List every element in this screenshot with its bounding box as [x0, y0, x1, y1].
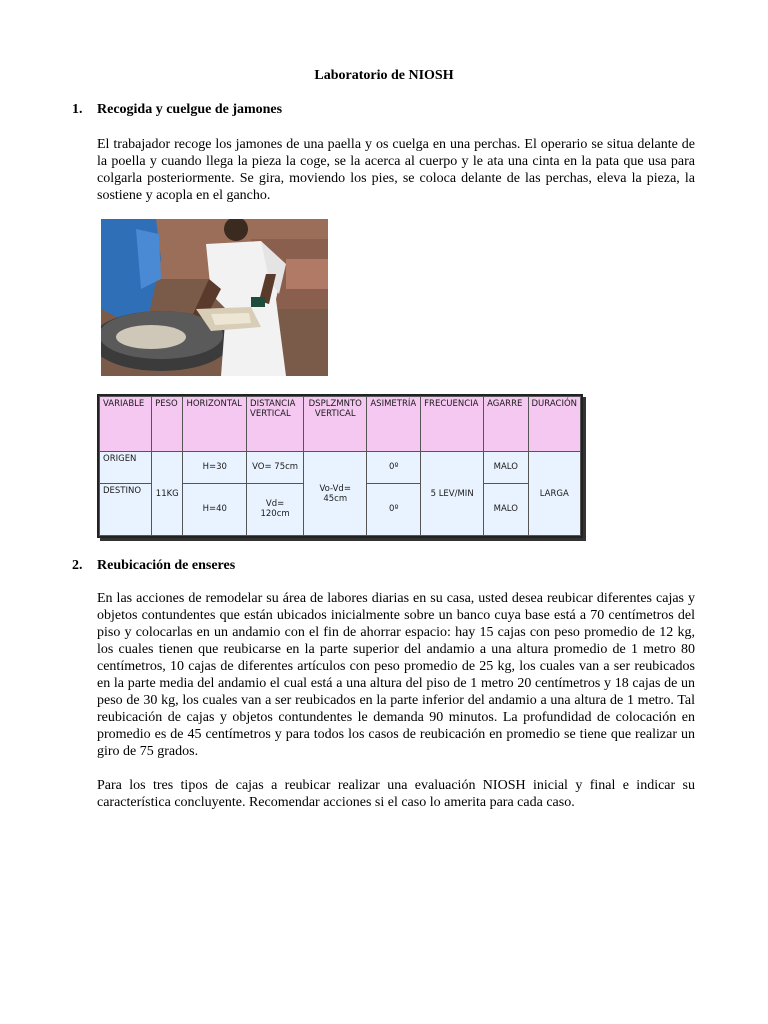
section-2-paragraph-2: Para los tres tipos de cajas a reubicar realizar una evaluación NIOSH inicial y final e indicar su característica concluyente. Recomendar acciones si el caso lo amerita para cada caso. — [97, 778, 695, 810]
section-1-number: 1. — [72, 102, 83, 117]
cell-v-origen: VO= 75cm — [247, 452, 304, 484]
table-row-origen — [100, 452, 581, 484]
cell-duracion: LARGA — [528, 452, 580, 536]
cell-h-origen: H=30 — [183, 452, 247, 484]
cell-asimetria-origen: 0º — [367, 452, 421, 484]
section-1-paragraph: El trabajador recoge los jamones de una paella y os cuelga en una perchas. El operario se situa delante de la poella y cuando llega la pieza la coge, se la acerca al cuerpo y le ata una cinta en la pata que usa para colgarla posteriormente. Se gira, moviendo los pies, se coloca delante de las perchas, eleva la pieza, la sostiene y acopla en el gancho. — [97, 137, 695, 203]
header-frecuencia: FRECUENCIA — [421, 397, 484, 452]
cell-h-destino: H=40 — [183, 483, 247, 536]
cell-destino: DESTINO — [100, 483, 152, 536]
header-horizontal: HORIZONTAL — [183, 397, 247, 452]
table-header-row — [100, 397, 581, 452]
header-peso: PESO — [152, 397, 183, 452]
header-desplazamiento-vertical: DSPLZMNTO VERTICAL — [304, 397, 367, 452]
worker-photo-illustration — [101, 219, 328, 376]
section-1-heading — [72, 102, 282, 118]
section-2-heading — [72, 558, 235, 574]
cell-origen: ORIGEN — [100, 452, 152, 484]
cell-desplazamiento: Vo-Vd= 45cm — [304, 452, 367, 536]
section-1-title: Recogida y cuelgue de jamones — [97, 102, 283, 117]
cell-agarre-destino: MALO — [484, 483, 528, 536]
header-distancia-vertical: DISTANCIA VERTICAL — [247, 397, 304, 452]
worker-photo — [101, 219, 328, 376]
cell-peso: 11KG — [152, 452, 183, 536]
section-2-paragraph-1: En las acciones de remodelar su área de labores diarias en su casa, usted desea reubicar diferentes cajas y objetos contundentes que están ubicados inicialmente sobre un banco cuya base está a 70 centímetros del piso y colocarlas en un andamio con el fin de ahorrar espacio: hay 15 cajas con peso promedio de 12 kg, los cuales tienen que reubicarse en la parte superior del andamio a una altura promedio de 1 metro 80 centímetros, 10 cajas de diferentes artículos con peso promedio de 25 kg, los cuales van a ser reubicados en la parte media del andamio el cual está a una altura del piso de 1 metro 20 centímetros y 18 cajas de un peso de 30 kg, los cuales van a ser reubicados en la parte inferior del andamio a una altura de 1 metro. Tal reubicación de cajas y objetos contundentes le demanda 90 minutos. La profundidad de colocación en promedio es de 45 centímetros y para todos los casos de reubicación en promedio se tiene que realizar un giro de 75 grados. — [97, 591, 695, 759]
header-asimetria: ASIMETRÍA — [367, 397, 421, 452]
cell-asimetria-destino: 0º — [367, 483, 421, 536]
section-2-number: 2. — [72, 558, 83, 573]
cell-v-destino: Vd= 120cm — [247, 483, 304, 536]
cell-frecuencia: 5 LEV/MIN — [421, 452, 484, 536]
section-2-title: Reubicación de enseres — [97, 558, 236, 573]
header-agarre: AGARRE — [484, 397, 528, 452]
niosh-variables-table — [97, 394, 583, 538]
header-duracion: DURACIÓN — [528, 397, 580, 452]
document-title: Laboratorio de NIOSH — [314, 68, 454, 83]
cell-agarre-origen: MALO — [484, 452, 528, 484]
header-variable: VARIABLE — [100, 397, 152, 452]
